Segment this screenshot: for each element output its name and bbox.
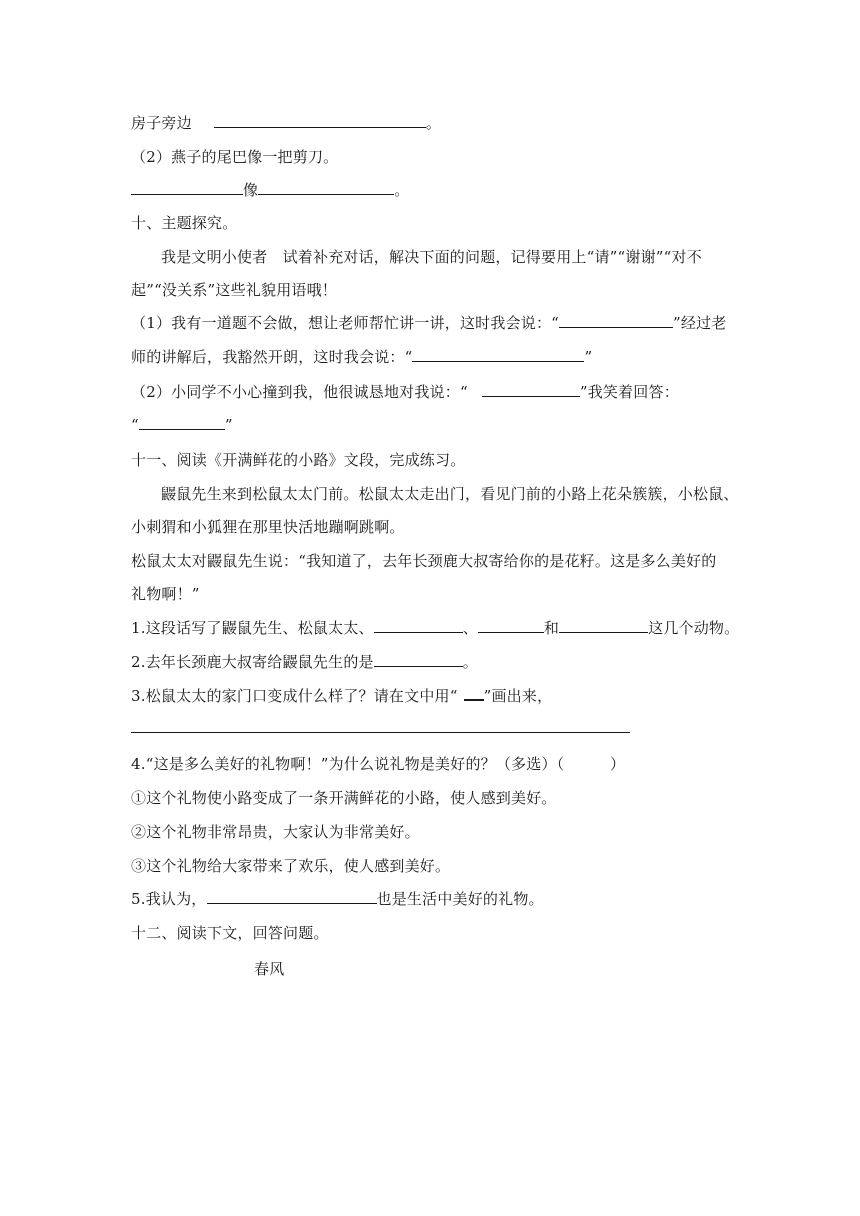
- blank: [131, 180, 243, 195]
- question-3: [131, 685, 552, 706]
- section-12-subtitle: 春风: [254, 960, 285, 978]
- text: 3.松鼠太太的家门口变成什么样了？请在文中用“: [131, 687, 458, 705]
- section-12-title: 十二、阅读下文，回答问题。: [131, 924, 329, 942]
- text: ”: [224, 416, 233, 434]
- passage-line-3: 松鼠太太对鼹鼠先生说：“我知道了，去年长颈鹿大叔寄给你的是花籽。这是多么美好的: [131, 552, 717, 570]
- text: 也是生活中美好的礼物。: [376, 890, 544, 908]
- section-10-q1-line-2: [131, 347, 592, 367]
- section-10-q2-line-1: [131, 382, 679, 402]
- answer-rule: [131, 732, 630, 733]
- question-4: 4.“这是多么美好的礼物啊！”为什么说礼物是美好的？（多选）（ ）: [131, 755, 626, 773]
- text: 。: [462, 653, 478, 671]
- blank: [559, 618, 648, 633]
- underline-mark: [464, 685, 484, 701]
- section-10-title: 十、主题探究。: [131, 214, 238, 232]
- text: 1.这段话写了鼹鼠先生、松鼠太太、: [131, 619, 374, 637]
- section-10-intro-line-2: 起”“没关系”这些礼貌用语哦！: [131, 281, 338, 299]
- blank: [482, 382, 580, 397]
- text: ”经过老: [673, 314, 727, 332]
- text: 。: [425, 114, 442, 132]
- text: 房子旁边: [131, 114, 192, 132]
- option-2: ②这个礼物非常昂贵，大家认为非常美好。: [131, 823, 420, 841]
- answer-line-house: [131, 113, 441, 133]
- section-11-title: 十一、阅读《开满鲜花的小路》文段，完成练习。: [131, 451, 466, 469]
- option-1: ①这个礼物使小路变成了一条开满鲜花的小路，使人感到美好。: [131, 789, 557, 807]
- section-10-q1-line-1: [131, 313, 727, 333]
- text: 师的讲解后，我豁然开朗，这时我会说：“: [131, 348, 413, 366]
- text: 、: [462, 619, 478, 637]
- text: ”我笑着回答：: [579, 383, 679, 401]
- blank: [478, 618, 544, 633]
- text: ”画出来，: [483, 687, 553, 705]
- text: 和: [543, 619, 560, 637]
- text: 这几个动物。: [648, 619, 740, 637]
- blank: [412, 347, 584, 362]
- passage-line-1: 鼹鼠先生来到松鼠太太门前。松鼠太太走出门，看见门前的小路上花朵簇簇，小松鼠、: [161, 485, 739, 503]
- text: 5.我认为，: [131, 890, 207, 908]
- answer-line-simile: [131, 180, 409, 200]
- text: 2.去年长颈鹿大叔寄给鼹鼠先生的是: [131, 653, 374, 671]
- question-swallow-tail: （2）燕子的尾巴像一把剪刀。: [131, 148, 339, 166]
- blank: [559, 313, 673, 328]
- text: ”: [584, 348, 593, 366]
- section-10-q2-line-2: [131, 415, 233, 435]
- blank: [374, 618, 463, 633]
- text: （1）我有一道题不会做，想让老师帮忙讲一讲，这时我会说：“: [131, 314, 560, 332]
- question-5: [131, 889, 544, 909]
- text: 像: [243, 181, 259, 199]
- question-2: [131, 652, 478, 672]
- text: “: [131, 416, 139, 434]
- blank: [214, 113, 426, 128]
- option-3: ③这个礼物给大家带来了欢乐，使人感到美好。: [131, 857, 451, 875]
- question-1: [131, 618, 739, 638]
- blank: [139, 415, 225, 430]
- passage-line-2: 小刺猬和小狐狸在那里快活地蹦啊跳啊。: [131, 518, 405, 536]
- blank: [207, 889, 377, 904]
- text: （2）小同学不小心撞到我，他很诚恳地对我说：“: [131, 383, 468, 401]
- text: 。: [394, 181, 410, 199]
- passage-line-4: 礼物啊！”: [131, 585, 200, 603]
- section-10-intro-line-1: 我是文明小使者 试着补充对话，解决下面的问题，记得要用上“请”“谢谢”“对不: [161, 248, 702, 266]
- blank: [258, 180, 394, 195]
- blank: [374, 652, 463, 667]
